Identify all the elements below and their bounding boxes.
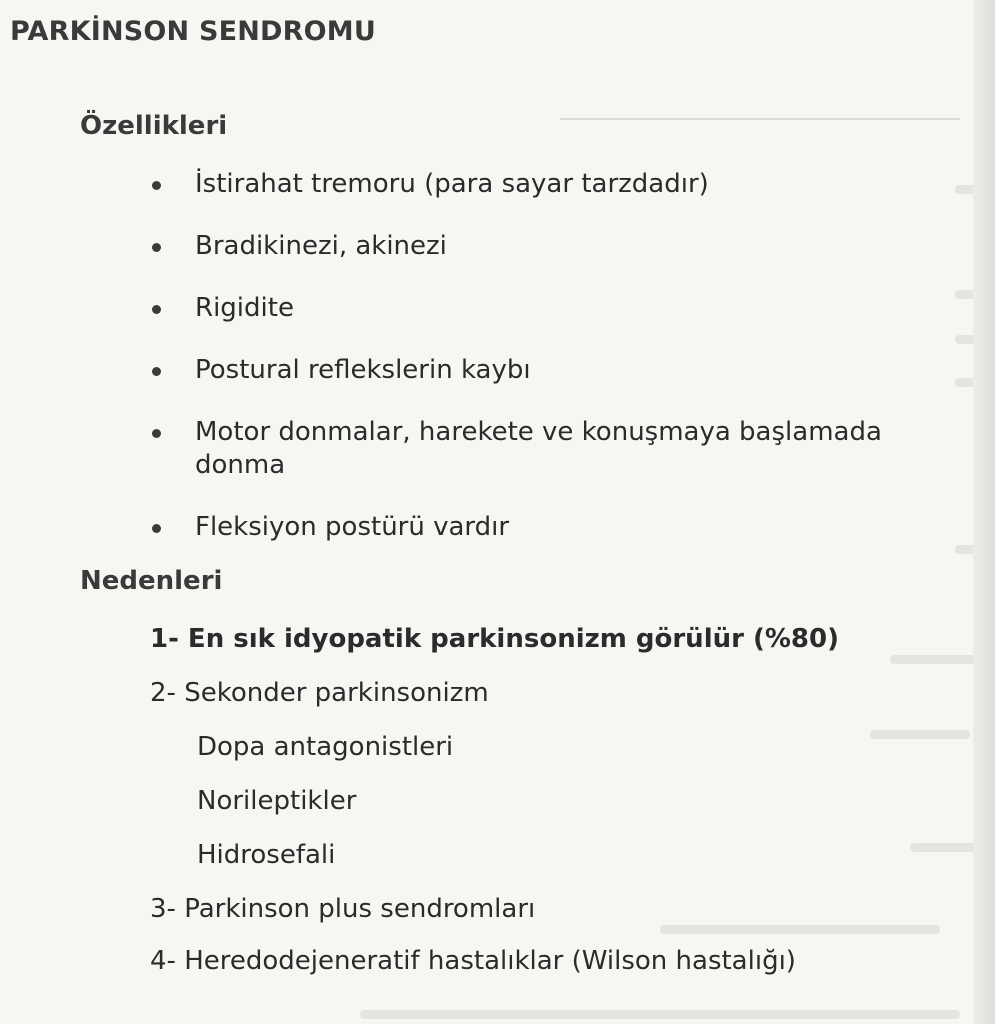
bullet-icon [152, 429, 161, 438]
bleed-through-line [870, 730, 970, 739]
list-item [150, 292, 980, 325]
feature-text: Rigidite [195, 293, 294, 323]
list-item [150, 416, 980, 482]
bleed-through-line [910, 843, 980, 852]
list-item [150, 511, 980, 544]
bullet-icon [152, 367, 161, 376]
feature-text: İstirahat tremoru (para sayar tarzdadır) [195, 169, 709, 199]
bullet-icon [152, 243, 161, 252]
cause-subitem: Hidrosefali [197, 840, 336, 870]
list-item [150, 354, 980, 387]
bleed-through-line [890, 655, 975, 664]
bleed-through-rule [560, 118, 960, 120]
bullet-icon [152, 305, 161, 314]
cause-subitem: Norileptikler [197, 786, 357, 816]
features-list [150, 168, 980, 573]
cause-item-4: 4- Heredodejeneratif hastalıklar (Wilson hastalığı) [150, 946, 796, 976]
feature-text: Postural reflekslerin kaybı [195, 355, 531, 385]
feature-text: Bradikinezi, akinezi [195, 231, 447, 261]
cause-item-2: 2- Sekonder parkinsonizm [150, 678, 489, 708]
causes-heading: Nedenleri [80, 566, 223, 596]
list-item [150, 230, 980, 263]
bullet-icon [152, 181, 161, 190]
feature-text: Fleksiyon postürü vardır [195, 512, 510, 542]
list-item [150, 168, 980, 201]
features-heading: Özellikleri [80, 111, 228, 141]
cause-item-1: 1- En sık idyopatik parkinsonizm görülür (%80) [150, 624, 839, 654]
cause-item-3: 3- Parkinson plus sendromları [150, 894, 536, 924]
feature-text: Motor donmalar, harekete ve konuşmaya başlamada donma [195, 417, 882, 480]
page-title: PARKİNSON SENDROMU [10, 16, 376, 47]
bullet-icon [152, 524, 161, 533]
bleed-through-line [660, 925, 940, 934]
cause-subitem: Dopa antagonistleri [197, 732, 454, 762]
bleed-through-line [360, 1010, 960, 1019]
